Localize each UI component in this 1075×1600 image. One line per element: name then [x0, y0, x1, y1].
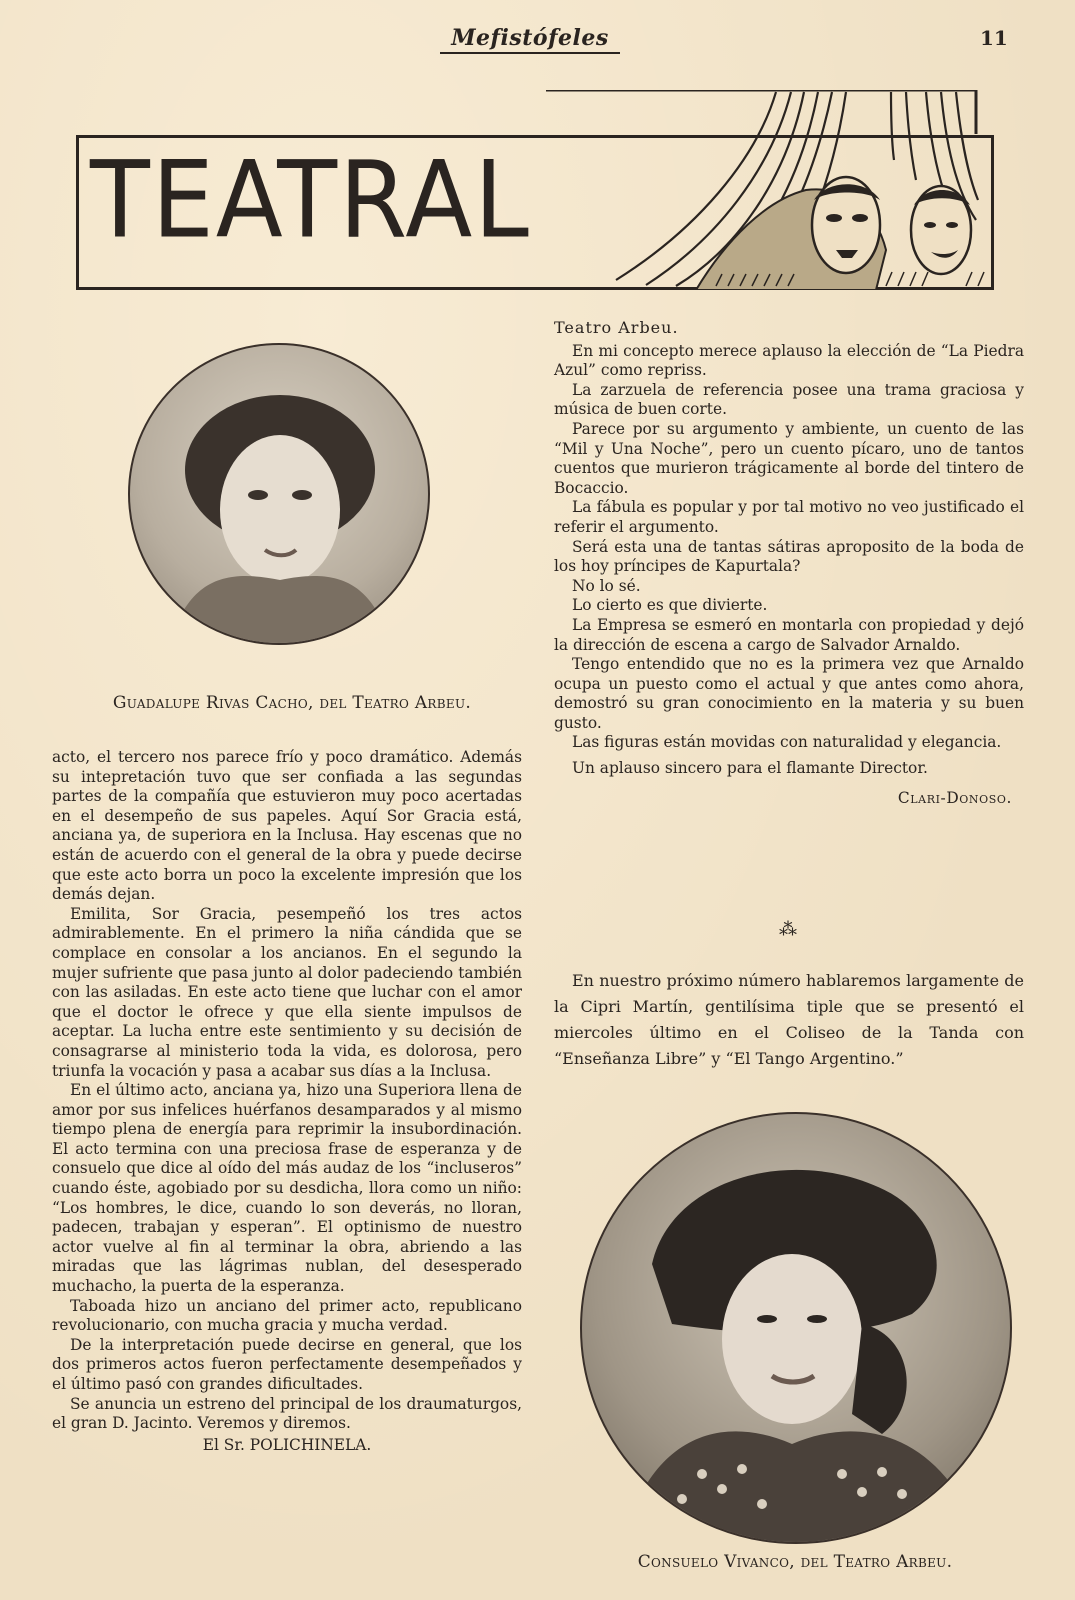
right-column-article [554, 318, 1024, 808]
right-paragraph-3: Parece por su argumento y ambiente, un cuento de las “Mil y Una Noche”, pero un cuento pícaro, uno de tantos cuentos que murieron trágicamente al borde del tintero de Bocaccio. [554, 419, 1024, 497]
portrait-image [582, 1114, 1010, 1542]
left-paragraph-6: Se anuncia un estreno del principal de los draumaturgos, el gran D. Jacinto. Veremos y diremos. [52, 1394, 522, 1433]
asterism-divider: ⁂ [779, 919, 799, 940]
portrait-image [130, 345, 428, 643]
section-heading-teatro-arbeu: Teatro Arbeu. [554, 318, 679, 337]
right-paragraph-4: La fábula es popular y por tal motivo no veo justificado el referir el argumento. [554, 498, 1024, 536]
right-signature: Clari-Donoso. [897, 788, 1012, 807]
right-column-note [554, 920, 1024, 1072]
left-paragraph-5: De la interpretación puede decirse en general, que los dos primeros actos fueron perfectamente desempeñados y el último pasó con grandes dificultades. [52, 1335, 522, 1393]
teatral-banner [76, 90, 996, 295]
right-photo-caption [560, 1552, 1030, 1572]
left-paragraph-2: Emilita, Sor Gracia, pesempeñó los tres actos admirablemente. En el primero la niña cándida que se complace en consolar a los ancianos. En el segundo la mujer sufriente que pasa junto al dolor padeciendo también con las asiladas. En este acto tiene que luchar con el amor que el doctor le ofrece y que ella siente impulsos de aceptar. La lucha entre este sentimiento y su decisión de consagrarse al ministerio toda la vida, es dolorosa, pero triunfa la vocación y pasa a acabar sus días a la Inclusa. [52, 904, 522, 1080]
right-paragraph-8: La Empresa se esmeró en montarla con propiedad y dejó la dirección de escena a cargo de Salvador Arnaldo. [554, 615, 1024, 654]
left-paragraph-3: En el último acto, anciana ya, hizo una Superiora llena de amor por sus infelices huérfanos desamparados y al mismo tiempo plena de energía para reprimir la insubordinación. El acto termina con una preciosa frase de esperanza y de consuelo que dice al oído del más audaz de los “incluseros” cuando éste, agobiado por su desdicha, llora como un niño: “Los hombres, le dice, cuando lo son deverás, no lloran, padecen, trabajan y esperan”. El optinismo de nuestro actor vuelve al fin al terminar la obra, abriendo a las miradas que las lágrimas nublan, del desesperado muchacho, la puerta de la esperanza. [52, 1081, 522, 1296]
right-paragraph-6: No lo sé. [572, 576, 641, 595]
left-photo-caption [52, 693, 532, 713]
right-paragraph-2: La zarzuela de referencia posee una trama graciosa y música de buen corte. [554, 380, 1024, 419]
right-paragraph-10: Las figuras están movidas con naturalidad y elegancia. [572, 733, 1002, 752]
portrait-consuelo-vivanco [580, 1112, 1012, 1544]
portrait-guadalupe-rivas-cacho [128, 343, 430, 645]
right-photo-caption-text: Consuelo Vivanco, del Teatro Arbeu. [637, 1552, 953, 1572]
right-paragraph-9: Tengo entendido que no es la primera vez que Arnaldo ocupa un puesto como el actual y que antes como ahora, demostró su gran conocimiento en la materia y su buen gusto. [554, 655, 1024, 732]
right-paragraph-11: Un aplauso sincero para el flamante Director. [572, 759, 928, 778]
right-paragraph-7: Lo cierto es que divierte. [572, 596, 768, 615]
page-number: 11 [980, 26, 1008, 50]
right-paragraph-5: Será esta una de tantas sátiras aproposito de la boda de los hoy príncipes de Kapurtala? [554, 537, 1024, 576]
banner-word: TEATRAL [90, 139, 531, 263]
left-photo-caption-text: Guadalupe Rivas Cacho, del Teatro Arbeu. [112, 693, 472, 713]
left-paragraph-4: Taboada hizo un anciano del primer acto, republicano revolucionario, con mucha gracia y mucha verdad. [52, 1296, 522, 1335]
right-paragraph-1: En mi concepto merece aplauso la elección de “La Piedra Azul” como repriss. [554, 341, 1024, 380]
curtain-masks-illustration [546, 90, 996, 290]
magazine-title: Mefistófeles [440, 25, 620, 54]
left-signature: El Sr. POLICHINELA. [202, 1435, 372, 1454]
left-paragraph-1: acto, el tercero nos parece frío y poco dramático. Además su intepretación tuvo que ser confiada a las segundas partes de la compañía que estuvieron muy poco acertadas en el desempeño de sus papeles. Aquí Sor Gracia está, anciana ya, de superiora en la Inclusa. Hay escenas que no están de acuerdo con el general de la obra y puede decirse que este acto borra un poco la excelente impresión que los demás dejan. [52, 748, 522, 904]
right-note-paragraph: En nuestro próximo número hablaremos largamente de la Cipri Martín, gentilísima tiple que se presentó el miercoles último en el Coliseo de la Tanda con “Enseñanza Libre” y “El Tango Argentino.” [554, 970, 1024, 1068]
left-column-article [52, 748, 522, 1455]
